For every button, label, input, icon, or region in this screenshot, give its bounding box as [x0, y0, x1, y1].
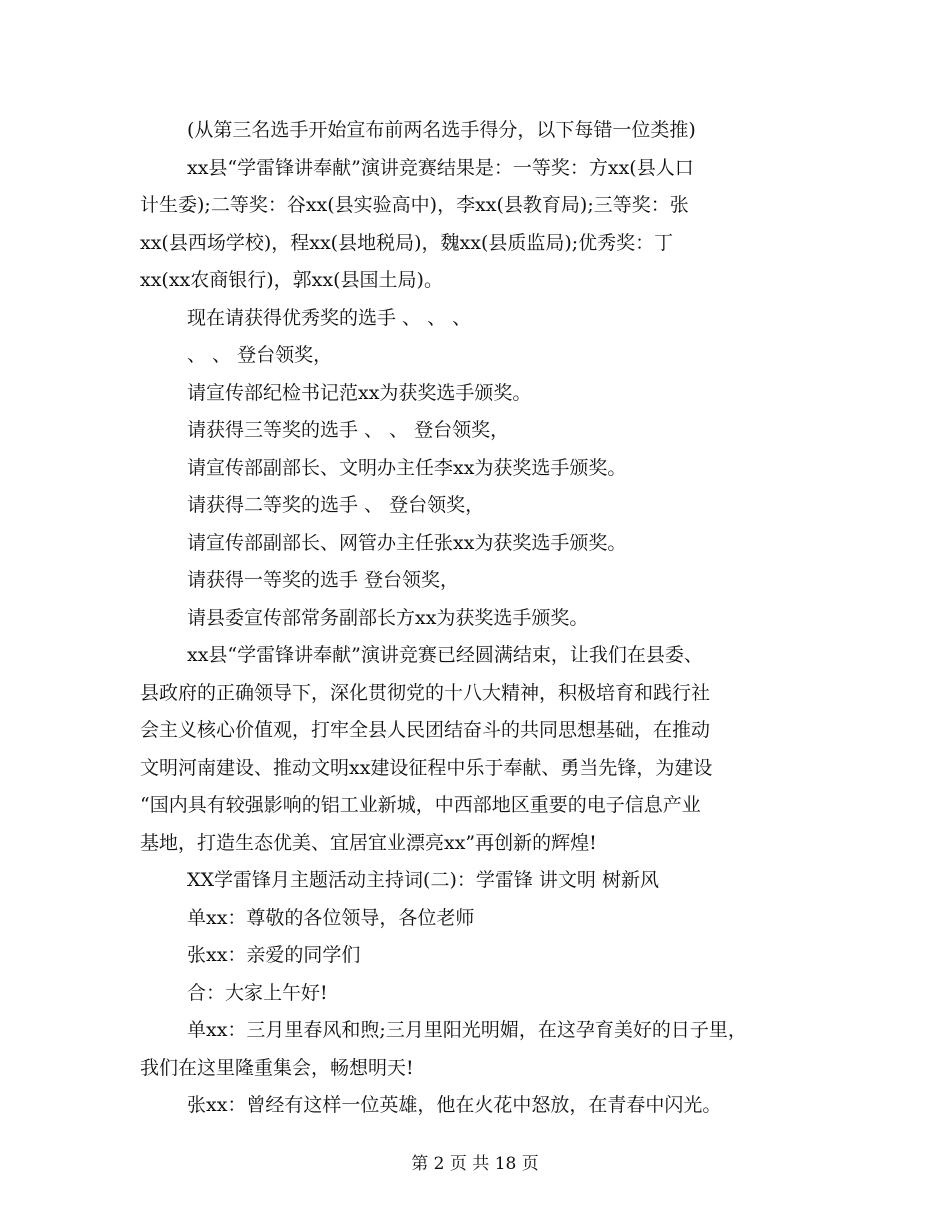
paragraph-line: 张xx：曾经有这样一位英雄，他在火花中怒放，在青春中闪光。 — [187, 1094, 722, 1116]
paragraph-line: 请获得二等奖的选手 、 登台领奖， — [187, 494, 485, 516]
paragraph-line: 单xx：尊敬的各位领导，各位老师 — [187, 906, 475, 929]
paragraph-line: 、 、 登台领奖， — [187, 344, 333, 366]
document-body — [140, 112, 810, 1125]
paragraph-line: (从第三名选手开始宣布前两名选手得分，以下每错一位类推) — [187, 119, 696, 141]
paragraph-line: 单xx：三月里春风和煦;三月里阳光明媚，在这孕育美好的日子里， — [187, 1019, 747, 1041]
section-heading: XX学雷锋月主题活动主持词(二)：学雷锋 讲文明 树新风 — [187, 869, 659, 891]
paragraph-line: 请获得三等奖的选手 、 、 登台领奖， — [187, 419, 510, 441]
paragraph-line: xx(xx农商银行)，郭xx(县国土局)。 — [140, 269, 443, 291]
paragraph-line: “国内具有较强影响的铝工业新城，中西部地区重要的电子信息产业 — [140, 794, 701, 816]
paragraph-line: 会主义核心价值观，打牢全县人民团结奋斗的共同思想基础，在推动 — [140, 719, 711, 741]
paragraph-line: 文明河南建设、推动文明xx建设征程中乐于奉献、勇当先锋，为建设 — [140, 756, 713, 779]
paragraph-line: 合：大家上午好! — [187, 981, 328, 1004]
paragraph-line: 请宣传部副部长、文明办主任李xx为获奖选手颁奖。 — [187, 456, 627, 479]
paragraph-line: xx县“学雷锋讲奉献”演讲竞赛已经圆满结束，让我们在县委、 — [187, 644, 703, 666]
page-number-footer: 第 2 页 共 18 页 — [411, 1154, 539, 1174]
paragraph-line: 请县委宣传部常务副部长方xx为获奖选手颁奖。 — [187, 606, 589, 629]
paragraph-line: 请获得一等奖的选手 登台领奖， — [187, 569, 460, 591]
paragraph-line: xx(县西场学校)，程xx(县地税局)，魏xx(县质监局);优秀奖：丁 — [140, 231, 674, 254]
paragraph-line: 我们在这里隆重集会，畅想明天! — [140, 1056, 414, 1079]
paragraph-line: 请宣传部副部长、网管办主任张xx为获奖选手颁奖。 — [187, 531, 627, 554]
paragraph-line: 县政府的正确领导下，深化贯彻党的十八大精神，积极培育和践行社 — [140, 681, 711, 704]
paragraph-line: 张xx：亲爱的同学们 — [187, 944, 361, 966]
paragraph-line: 请宣传部纪检书记范xx为获奖选手颁奖。 — [187, 381, 532, 404]
paragraph-line: xx县“学雷锋讲奉献”演讲竞赛结果是：一等奖：方xx(县人口 — [187, 156, 694, 179]
paragraph-line: 现在请获得优秀奖的选手 、 、 、 — [187, 306, 472, 329]
paragraph-line: 计生委);二等奖：谷xx(县实验高中)，李xx(县教育局);三等奖：张 — [140, 194, 689, 216]
paragraph-line: 基地，打造生态优美、宜居宜业漂亮xx”再创新的辉煌! — [140, 831, 597, 854]
